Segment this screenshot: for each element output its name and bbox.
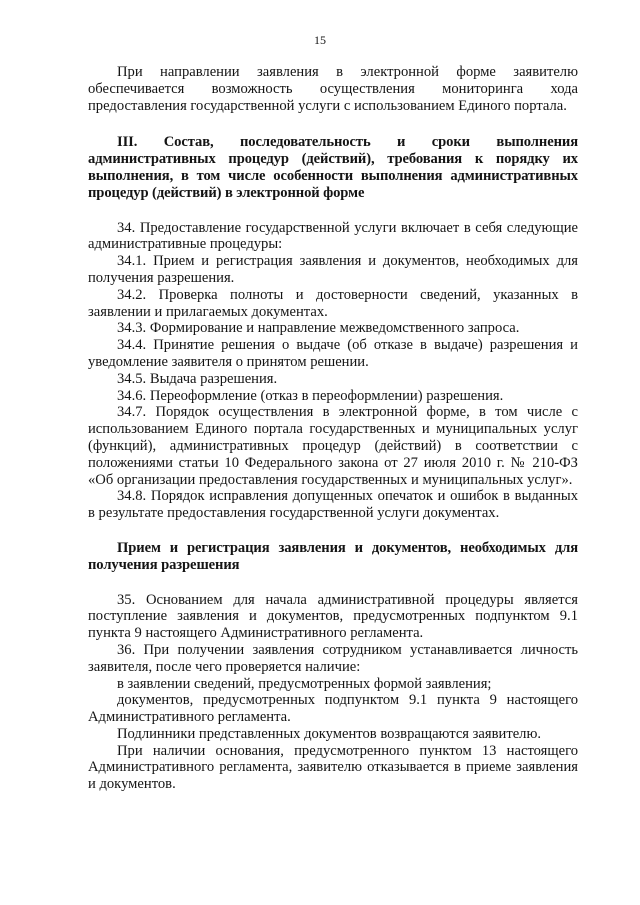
list-item: 34.8. Порядок исправления допущенных опечаток и ошибок в выданных в результате предоставления государственной услуги документах. — [88, 488, 578, 522]
list-item: 34.3. Формирование и направление межведомственного запроса. — [117, 320, 520, 337]
spacer — [88, 574, 578, 592]
list-item: 34.5. Выдача разрешения. — [117, 370, 278, 387]
list-item: 34.7. Порядок осуществления в электронной форме, в том числе с использованием Единого портала государственных и муниципальных услуг (функций), административных процедур (действий) в соответствии с положениями статьи 10 Федерального закона от 27 июля 2010 г. № 210-ФЗ «Об организации предоставления государственных и муниципальных услуг». — [88, 404, 578, 488]
list-item: 34. Предоставление государственной услуги включает в себя следующие административные процедуры: — [88, 219, 578, 253]
list-item: 34.4. Принятие решения о выдаче (об отказе в выдаче) разрешения и уведомление заявителя о принятом решении. — [88, 337, 578, 370]
section-heading: III. Состав, последовательность и сроки выполнения административных процедур (действий), требования к порядку их выполнения, в том числе особенности выполнения административных процедур (действий) в электронной форме — [88, 134, 578, 201]
list-item: 34.2. Проверка полноты и достоверности сведений, указанных в заявлении и прилагаемых документах. — [88, 286, 578, 320]
spacer — [88, 522, 578, 540]
list-item: 34.6. Переоформление (отказ в переоформлении) разрешения. — [117, 387, 504, 404]
paragraph: документов, предусмотренных подпунктом 9.1 пункта 9 настоящего Административного регламента. — [88, 692, 578, 726]
list-item: 34.1. Прием и регистрация заявления и документов, необходимых для получения разрешения. — [88, 253, 578, 286]
page-number: 15 — [314, 33, 326, 47]
subsection-heading: Прием и регистрация заявления и документов, необходимых для получения разрешения — [88, 539, 578, 573]
paragraph: Подлинники представленных документов возвращаются заявителю. — [117, 725, 542, 742]
spacer — [88, 202, 578, 220]
paragraph: 35. Основанием для начала административной процедуры является поступление заявления и документов, предусмотренных подпунктом 9.1 пункта 9 настоящего Административного регламента. — [88, 591, 578, 642]
spacer — [88, 114, 578, 134]
paragraph: в заявлении сведений, предусмотренных формой заявления; — [117, 675, 492, 692]
paragraph: При наличии основания, предусмотренного пунктом 13 настоящего Административного регламента, заявителю отказывается в приеме заявления и документов. — [88, 742, 578, 793]
paragraph: 36. При получении заявления сотрудником устанавливается личность заявителя, после чего проверяется наличие: — [88, 641, 578, 675]
intro-paragraph: При направлении заявления в электронной форме заявителю обеспечивается возможность осуществления мониторинга хода предоставления государственной услуги с использованием Единого портала. — [88, 64, 578, 114]
document-body — [88, 64, 578, 793]
